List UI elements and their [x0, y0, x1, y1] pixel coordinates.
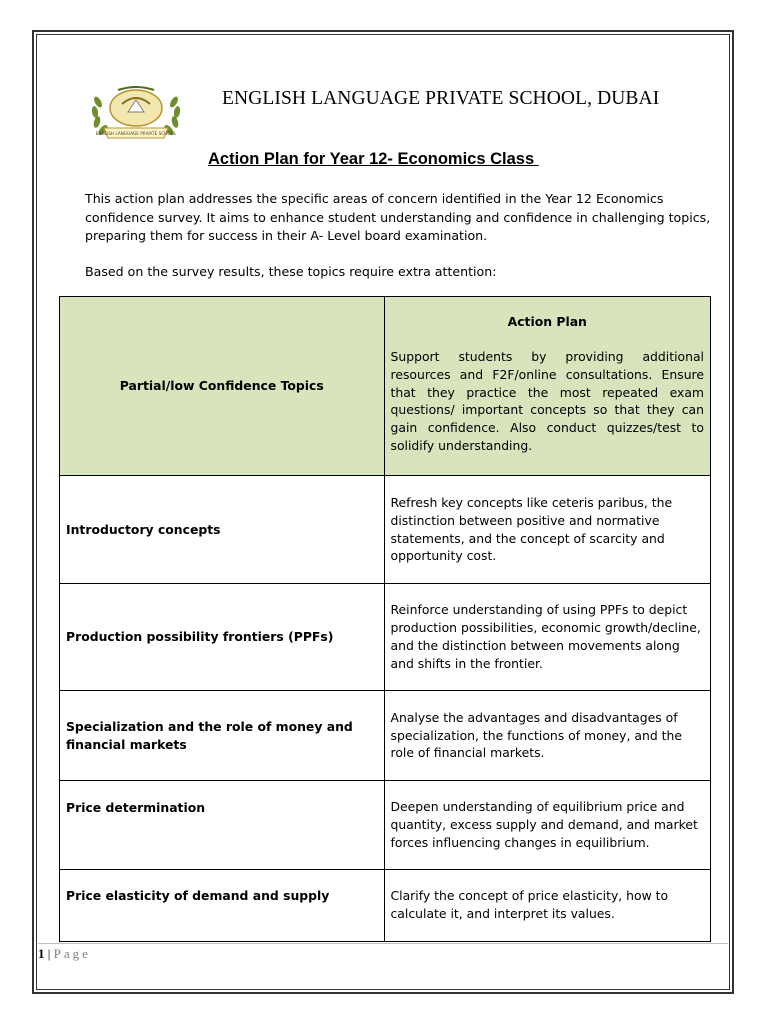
header-topics-cell	[60, 297, 385, 476]
logo-text: ENGLISH LANGUAGE PRIVATE SCHOOL	[95, 131, 177, 136]
school-name: ENGLISH LANGUAGE PRIVATE SCHOOL, DUBAI	[222, 88, 660, 109]
plan-cell: Refresh key concepts like ceteris paribus, the distinction between positive and normative statements, and the concept of scarcity and opportunity cost.	[384, 476, 711, 584]
table-row	[60, 781, 711, 870]
table-row	[60, 870, 711, 942]
page-number: 1	[38, 946, 45, 961]
header-plan-text: Support students by providing additional resources and F2F/online consultations. Ensure that they practice the most repeated exam questions/ important concepts so that they can gain confidence. Also conduct quizzes/test to solidify understanding.	[390, 349, 704, 453]
footer-separator: |	[44, 946, 54, 961]
topic-cell: Price determination	[60, 781, 385, 870]
plan-cell: Deepen understanding of equilibrium price and quantity, excess supply and demand, and market forces influencing changes in equilibrium.	[384, 781, 711, 870]
table-header-row	[60, 297, 711, 476]
school-logo	[88, 82, 184, 144]
table-row	[60, 476, 711, 584]
page-footer	[38, 946, 91, 962]
intro-section	[85, 190, 735, 281]
intro-paragraph: This action plan addresses the specific areas of concern identified in the Year 12 Economics confidence survey. It aims to enhance student understanding and confidence in challenging topics, preparing them for success in their A- Level board examination.	[85, 191, 711, 243]
header-plan-cell	[384, 297, 711, 476]
footer-divider	[38, 943, 728, 944]
document-title: Action Plan for Year 12- Economics Class	[208, 150, 539, 168]
plan-cell: Analyse the advantages and disadvantages of specialization, the functions of money, and the role of financial markets.	[384, 691, 711, 781]
plan-cell: Reinforce understanding of using PPFs to depict production possibilities, economic growth/decline, and the distinction between movements along and shifts in the frontier.	[384, 584, 711, 691]
action-plan-table	[59, 296, 711, 942]
topic-cell: Price elasticity of demand and supply	[60, 870, 385, 942]
header-plan-title: Action Plan	[507, 314, 587, 330]
page-label: Page	[53, 946, 91, 961]
table-row	[60, 584, 711, 691]
topic-cell: Specialization and the role of money and financial markets	[60, 691, 385, 781]
survey-note: Based on the survey results, these topics require extra attention:	[85, 263, 497, 279]
plan-cell: Clarify the concept of price elasticity, how to calculate it, and interpret its values.	[384, 870, 711, 942]
topic-cell: Production possibility frontiers (PPFs)	[60, 584, 385, 691]
topic-cell: Introductory concepts	[60, 476, 385, 584]
table-row	[60, 691, 711, 781]
header-topics-label: Partial/low Confidence Topics	[119, 378, 324, 394]
